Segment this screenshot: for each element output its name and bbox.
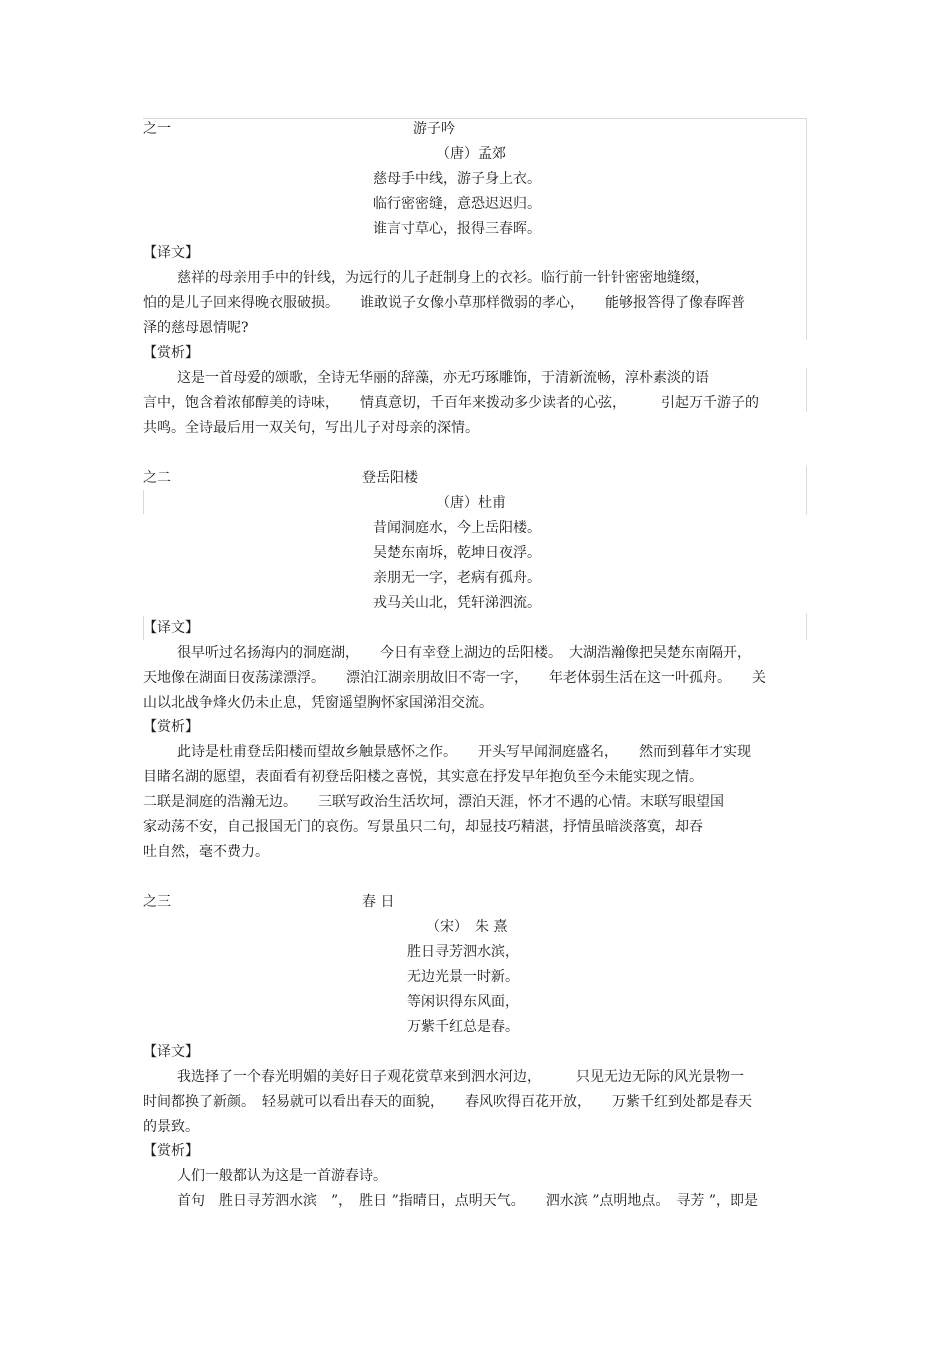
poem-3-appreciation-line: 人们一般都认为这是一首游春诗。 xyxy=(177,1168,387,1184)
poem-2-translation-heading: 【译文】 xyxy=(143,620,199,636)
poem-2-appreciation-line: 目睹名湖的愿望，表面看有初登岳阳楼之喜悦，其实意在抒发早年抱负至今未能实现之情。 xyxy=(143,769,703,785)
poem-2-appreciation-line: 吐自然，毫不费力。 xyxy=(143,844,269,860)
poem-1-translation-line: 慈祥的母亲用手中的针线，为远行的儿子赶制身上的衣衫。临行前一针针密密地缝缀， xyxy=(177,270,709,286)
poem-2-author: （唐）杜甫 xyxy=(436,495,506,511)
poem-1-index-label: 之一 xyxy=(143,121,171,137)
poem-3-appreciation-heading: 【赏析】 xyxy=(143,1143,199,1159)
poem-1-appreciation-heading: 【赏析】 xyxy=(143,345,199,361)
poem-1-verse: 慈母手中线，游子身上衣。 xyxy=(373,171,541,187)
poem-2-appreciation-line: 此诗是杜甫登岳阳楼而望故乡触景感怀之作。 开头写早闻洞庭盛名， 然而到暮年才实现 xyxy=(177,744,751,760)
poem-3-verse: 等闲识得东风面， xyxy=(407,994,519,1010)
poem-3-appreciation-line: 首句 胜日寻芳泗水滨 ”， 胜日 ”指晴日，点明天气。 泗水滨 ”点明地点。 寻芳 ”，即是 xyxy=(177,1193,758,1209)
poem-1-appreciation-line: 言中，饱含着浓郁醇美的诗味， 情真意切，千百年来拨动多少读者的心弦， 引起万千游子的 xyxy=(143,395,759,411)
poem-2-verse: 亲朋无一字，老病有孤舟。 xyxy=(373,570,541,586)
poem-1-title: 游子吟 xyxy=(413,121,455,137)
poem-1-appreciation-line: 共鸣。全诗最后用一双关句，写出儿子对母亲的深情。 xyxy=(143,420,479,436)
poem-1-verse: 临行密密缝，意恐迟迟归。 xyxy=(373,196,541,212)
frame-right-border-4 xyxy=(806,614,807,640)
poem-1-translation-heading: 【译文】 xyxy=(143,245,199,261)
poem-3-translation-line: 时间都换了新颜。 轻易就可以看出春天的面貌， 春风吹得百花开放， 万紫千红到处都是春天 xyxy=(143,1094,752,1110)
poem-3-verse: 胜日寻芳泗水滨， xyxy=(407,944,519,960)
poem-2-index-label: 之二 xyxy=(143,470,171,486)
poem-2-verse: 戎马关山北，凭轩涕泗流。 xyxy=(373,595,541,611)
poem-3-verse: 万紫千红总是春。 xyxy=(407,1019,519,1035)
poem-3-title: 春 日 xyxy=(362,894,395,910)
poem-3-index-label: 之三 xyxy=(143,894,171,910)
poem-3-translation-heading: 【译文】 xyxy=(143,1044,199,1060)
frame-left-border-1 xyxy=(143,490,144,514)
poem-3-verse: 无边光景一时新。 xyxy=(407,969,519,985)
poem-2-verse: 吴楚东南坼，乾坤日夜浮。 xyxy=(373,545,541,561)
poem-3-author: （宋） 朱 熹 xyxy=(426,919,508,935)
frame-top-border xyxy=(143,118,807,119)
poem-1-translation-line: 泽的慈母恩情呢? xyxy=(143,320,249,336)
poem-2-appreciation-heading: 【赏析】 xyxy=(143,719,199,735)
poem-3-translation-line: 我选择了一个春光明媚的美好日子观花赏草来到泗水河边， 只见无边无际的风光景物一 xyxy=(177,1069,744,1085)
poem-1-translation-line: 怕的是儿子回来得晚衣服破损。 谁敢说子女像小草那样微弱的孝心， 能够报答得了像春晖普 xyxy=(143,295,745,311)
poem-2-appreciation-line: 二联是洞庭的浩瀚无边。 三联写政治生活坎坷，漂泊天涯，怀才不遇的心情。末联写眼望国 xyxy=(143,794,724,810)
poem-2-translation-line: 很早听过名扬海内的洞庭湖， 今日有幸登上湖边的岳阳楼。 大湖浩瀚像把吴楚东南隔开， xyxy=(177,645,751,661)
poem-1-verse: 谁言寸草心，报得三春晖。 xyxy=(373,221,541,237)
poem-3-translation-line: 的景致。 xyxy=(143,1119,199,1135)
frame-right-border-3 xyxy=(806,466,807,514)
poem-2-verse: 昔闻洞庭水，今上岳阳楼。 xyxy=(373,520,541,536)
poem-2-translation-line: 天地像在湖面日夜荡漾漂浮。 漂泊江湖亲朋故旧不寄一字， 年老体弱生活在这一叶孤舟。 关 xyxy=(143,670,766,686)
frame-right-border-2 xyxy=(806,368,807,412)
poem-1-author: （唐）孟郊 xyxy=(436,146,506,162)
poem-2-translation-line: 山以北战争烽火仍未止息，凭窗遥望胸怀家国涕泪交流。 xyxy=(143,695,493,711)
frame-right-border-1 xyxy=(806,118,807,340)
poem-2-appreciation-line: 家动荡不安，自己报国无门的哀伤。写景虽只二句，却显技巧精湛，抒情虽暗淡落寞，却吞 xyxy=(143,819,703,835)
poem-1-appreciation-line: 这是一首母爱的颂歌，全诗无华丽的辞藻，亦无巧琢雕饰，于清新流畅，淳朴素淡的语 xyxy=(177,370,709,386)
poem-2-title: 登岳阳楼 xyxy=(362,470,418,486)
